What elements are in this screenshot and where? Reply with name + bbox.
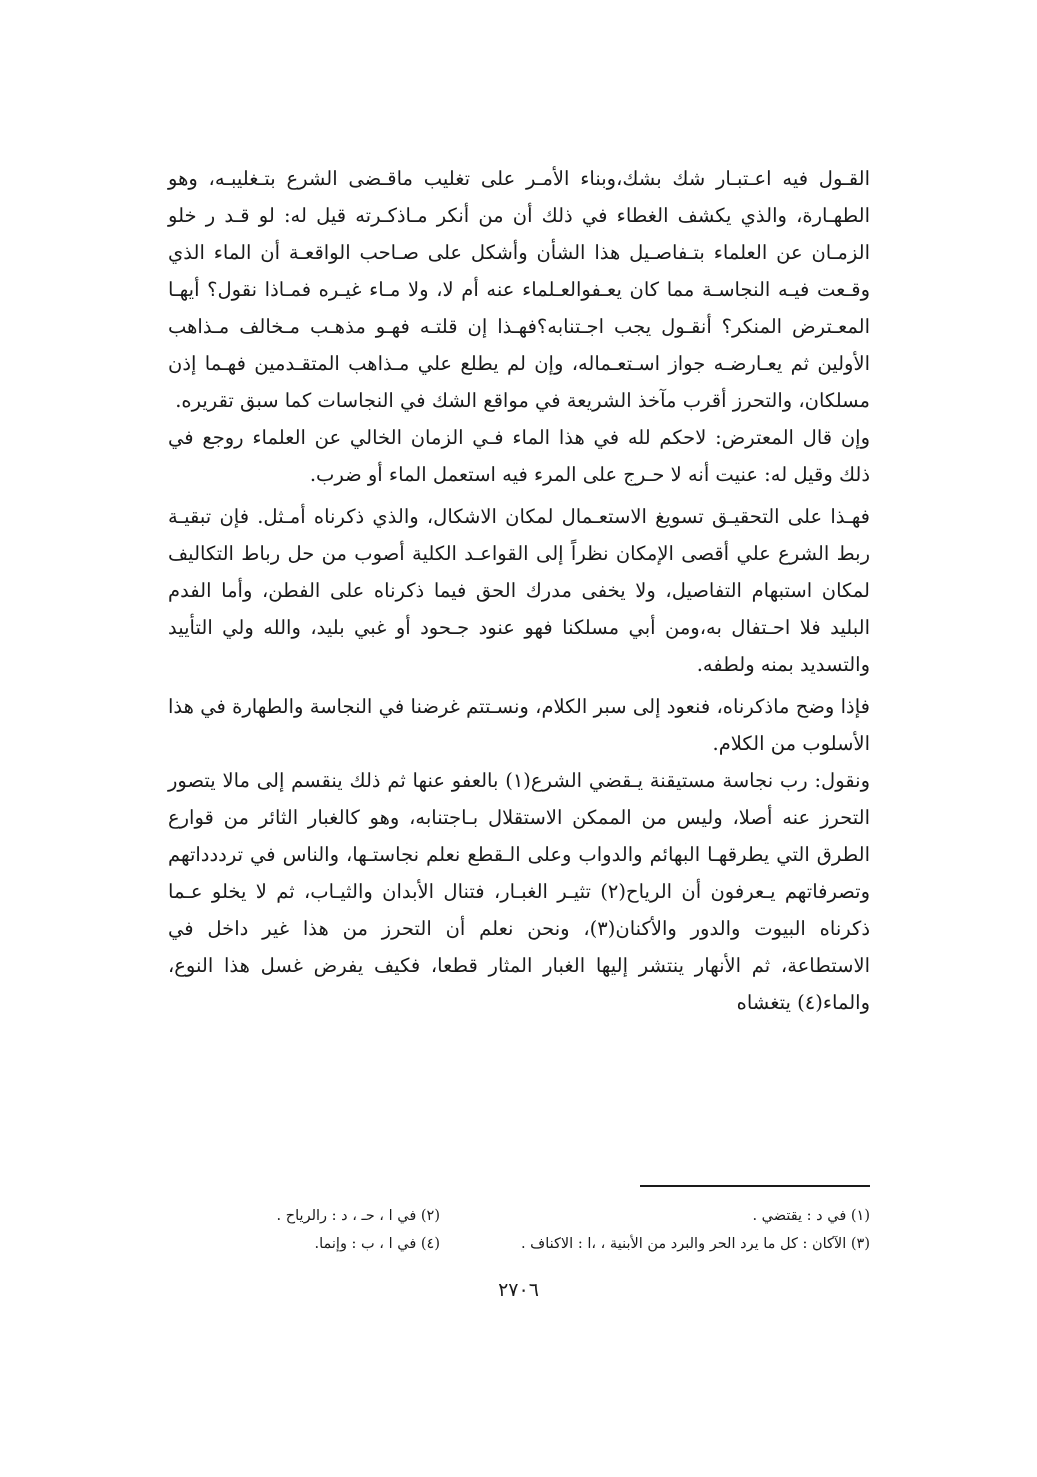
- paragraph-3: فهـذا على التحقيـق تسويغ الاستعـمال لمكان الاشكال، والذي ذكرناه أمـثل. فإن تبقيـة ربط الشرع علي أقصى الإمكان نظراً إلى القواعـد الكلية أصوب من حل رباط التكاليف لمكان استبهام التفاصيل، ولا يخفى مدرك الحق فيما ذكرناه على الفطن، وأما الفدم البليد فلا احـتفال به،ومن أبي مسلكنا فهو عنود جـحود أو غبي بليد، والله ولي التأييد والتسديد بمنه ولطفه.: [168, 505, 870, 676]
- footnote-2: (٢) في ا ، حـ ، د : رالرياح .: [276, 1208, 440, 1224]
- paragraph-5: ونقول: رب نجاسة مستيقنة يـقضي الشرع(١) بالعفو عنها ثم ذلك ينقسم إلى مالا يتصور التحرز عنه أصلا، وليس من الممكن الاستقلال بـاجتنابه، وهو كالغبار الثائر من قوارع الطرق التي يطرقهـا البهائم والدواب وعلى الـقطع نعلم نجاستـها، والناس في ترددداتهم وتصرفاتهم يـعرفون أن الرياح(٢) تثيـر الغبـار، فتنال الأبدان والثيـاب، ثم لا يخلو عـما ذكرناه البيوت والدور والأكنان(٣)، ونحن نعلم أن التحرز من هذا غير داخل في الاستطاعة، ثم الأنهار ينتشر إليها الغبار المثار قطعا، فكيف يفرض غسل هذا النوع، والماء(٤) يتغشاه: [168, 769, 870, 1014]
- footnote-row-1: [200, 1202, 870, 1230]
- footnote-row-2: [200, 1230, 870, 1258]
- footnotes: [200, 1202, 870, 1258]
- main-text: [168, 160, 870, 1021]
- paragraph-2: وإن قال المعترض: لاحكم لله في هذا الماء فـي الزمان الخالي عن العلماء روجع في ذلك وقيل له: عنيت أنه لا حـرج على المرء فيه استعمل الماء أو ضرب.: [168, 426, 870, 486]
- footnote-1: (١) في د : يقتضي .: [752, 1208, 870, 1224]
- footnote-3: (٣) الآكان : كل ما يرد الحر والبرد من الأبنية ، ،ا : الاكناف .: [520, 1236, 870, 1252]
- footnote-4: (٤) في ا ، ب : وإنما.: [314, 1236, 440, 1252]
- paragraph-1: القـول فيه اعـتبـار شك بشك،وبناء الأمـر على تغليب ماقـضى الشرع بتـغليبـه، وهو الطهـارة، والذي يكشف الغطاء في ذلك أن من أنكر مـاذكـرته قيل له: لو قـد ر خلو الزمـان عن العلماء بتـفاصـيل هذا الشأن وأشكل على صـاحب الواقعـة أن الماء الذي وقـعت فيـه النجاسـة مما كان يعـفوالعـلماء عنه أم لا، ولا مـاء غيـره فمـاذا نقول؟ أيهـا المعـترض المنكر؟ أنقـول يجب اجـتنابه؟فهـذا إن قلتـه فهـو مذهـب مـخالف مـذاهب الأولين ثم يعـارضـه جواز اسـتعـماله، وإن لم يطلع علي مـذاهب المتقـدمين فهـما إذن مسلكان، والتحرز أقرب مآخذ الشريعة في مواقع الشك في النجاسات كما سبق تقريره.: [168, 167, 870, 412]
- footnote-divider: [640, 1185, 870, 1187]
- paragraph-4: فإذا وضح ماذكرناه، فنعود إلى سبر الكلام، ونسـتتم غرضنا في النجاسة والطهارة في هذا الأسلوب من الكلام.: [168, 695, 870, 755]
- page-number: ٢٧٠٦: [498, 1279, 539, 1301]
